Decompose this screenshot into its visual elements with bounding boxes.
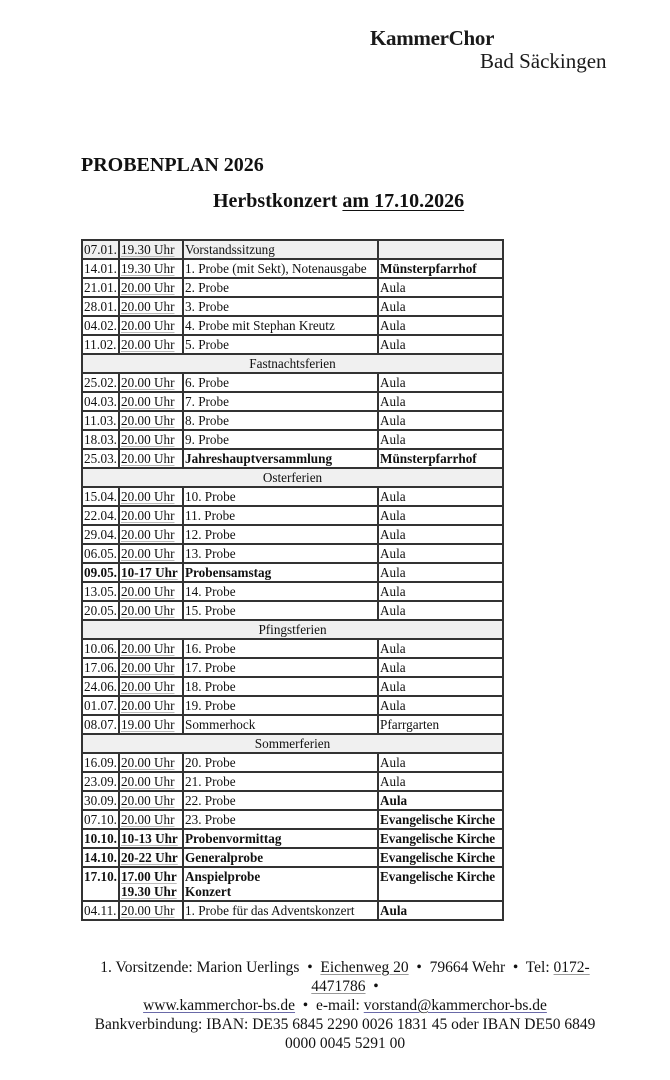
date-cell: 20.05. bbox=[82, 601, 119, 620]
event-cell bbox=[183, 753, 378, 772]
event-cell bbox=[183, 544, 378, 563]
schedule-row bbox=[82, 901, 503, 920]
footer-tel-label: Tel: bbox=[525, 959, 550, 976]
date-cell: 09.05. bbox=[82, 563, 119, 582]
schedule-row bbox=[82, 677, 503, 696]
date-cell: 14.10. bbox=[82, 848, 119, 867]
time-value: 20.00 Uhr bbox=[121, 660, 175, 675]
schedule-row bbox=[82, 544, 503, 563]
schedule-row bbox=[82, 810, 503, 829]
time-cell bbox=[119, 487, 183, 506]
time-value: 17.00 Uhr bbox=[121, 869, 177, 884]
event-cell bbox=[183, 901, 378, 920]
date-cell: 14.01. bbox=[82, 259, 119, 278]
schedule-row bbox=[82, 867, 503, 901]
time-cell bbox=[119, 449, 183, 468]
rehearsal-schedule-table bbox=[81, 239, 504, 921]
event-cell bbox=[183, 430, 378, 449]
date-cell: 01.07. bbox=[82, 696, 119, 715]
place-cell: Aula bbox=[378, 373, 503, 392]
event-cell bbox=[183, 392, 378, 411]
footer-street[interactable]: Eichenweg 20 bbox=[320, 959, 409, 976]
event-cell bbox=[183, 563, 378, 582]
place-cell: Aula bbox=[378, 525, 503, 544]
footer-chair: 1. Vorsitzende: Marion Uerlings bbox=[100, 959, 300, 976]
place-cell: Aula bbox=[378, 392, 503, 411]
bullet-separator: • bbox=[373, 978, 379, 995]
time-cell bbox=[119, 715, 183, 734]
time-value: 20.00 Uhr bbox=[121, 299, 175, 314]
place-cell: Aula bbox=[378, 316, 503, 335]
place-cell: Aula bbox=[378, 487, 503, 506]
time-value: 20.00 Uhr bbox=[121, 394, 175, 409]
schedule-row bbox=[82, 601, 503, 620]
holiday-label: Pfingstferien bbox=[82, 620, 503, 639]
date-cell: 04.03. bbox=[82, 392, 119, 411]
time-cell bbox=[119, 373, 183, 392]
time-cell bbox=[119, 829, 183, 848]
schedule-row bbox=[82, 506, 503, 525]
event-cell bbox=[183, 449, 378, 468]
concert-subtitle bbox=[213, 190, 464, 213]
schedule-row bbox=[82, 791, 503, 810]
event-text: 8. Probe bbox=[185, 413, 229, 428]
event-text: Probenvormittag bbox=[185, 831, 282, 846]
event-text: 1. Probe (mit Sekt), Notenausgabe bbox=[185, 261, 367, 276]
event-text: 9. Probe bbox=[185, 432, 229, 447]
time-cell bbox=[119, 297, 183, 316]
schedule-row bbox=[82, 411, 503, 430]
time-cell bbox=[119, 240, 183, 259]
schedule-row bbox=[82, 278, 503, 297]
time-value: 20-22 Uhr bbox=[121, 850, 178, 865]
event-cell bbox=[183, 240, 378, 259]
time-cell bbox=[119, 411, 183, 430]
time-value: 20.00 Uhr bbox=[121, 432, 175, 447]
event-text: 3. Probe bbox=[185, 299, 229, 314]
date-cell: 17.10. bbox=[82, 867, 119, 901]
schedule-row bbox=[82, 829, 503, 848]
schedule-row bbox=[82, 259, 503, 278]
footer-city: 79664 Wehr bbox=[429, 959, 506, 976]
holiday-separator-row bbox=[82, 620, 503, 639]
time-cell bbox=[119, 639, 183, 658]
event-text: 19. Probe bbox=[185, 698, 236, 713]
place-cell: Aula bbox=[378, 297, 503, 316]
footer-tel-2[interactable]: 4471786 bbox=[311, 978, 366, 995]
event-text: 18. Probe bbox=[185, 679, 236, 694]
event-cell bbox=[183, 506, 378, 525]
holiday-separator-row bbox=[82, 354, 503, 373]
event-cell bbox=[183, 278, 378, 297]
time-cell bbox=[119, 563, 183, 582]
date-cell: 29.04. bbox=[82, 525, 119, 544]
footer-tel-1[interactable]: 0172- bbox=[553, 959, 590, 976]
event-cell bbox=[183, 848, 378, 867]
schedule-row bbox=[82, 392, 503, 411]
event-cell bbox=[183, 373, 378, 392]
website-link[interactable]: www.kammerchor-bs.de bbox=[143, 997, 296, 1014]
time-value: 19.00 Uhr bbox=[121, 717, 175, 732]
schedule-row bbox=[82, 582, 503, 601]
time-value: 20.00 Uhr bbox=[121, 774, 175, 789]
time-value: 20.00 Uhr bbox=[121, 546, 175, 561]
subtitle-date: am 17.10.2026 bbox=[342, 190, 465, 212]
place-cell: Evangelische Kirche bbox=[378, 848, 503, 867]
time-value: 20.00 Uhr bbox=[121, 584, 175, 599]
date-cell: 10.10. bbox=[82, 829, 119, 848]
place-cell: Aula bbox=[378, 753, 503, 772]
time-cell bbox=[119, 901, 183, 920]
place-cell: Aula bbox=[378, 411, 503, 430]
event-text: 23. Probe bbox=[185, 812, 236, 827]
bullet-separator: • bbox=[512, 959, 519, 976]
place-cell: Aula bbox=[378, 544, 503, 563]
event-text: Vorstandssitzung bbox=[185, 242, 275, 257]
event-cell bbox=[183, 487, 378, 506]
date-cell: 23.09. bbox=[82, 772, 119, 791]
event-text: 10. Probe bbox=[185, 489, 236, 504]
date-cell: 11.03. bbox=[82, 411, 119, 430]
bullet-separator: • bbox=[302, 997, 309, 1014]
event-text: 16. Probe bbox=[185, 641, 236, 656]
place-cell: Aula bbox=[378, 696, 503, 715]
time-value: 20.00 Uhr bbox=[121, 337, 175, 352]
time-cell bbox=[119, 696, 183, 715]
time-value: 20.00 Uhr bbox=[121, 698, 175, 713]
event-text: 7. Probe bbox=[185, 394, 229, 409]
time-value: 20.00 Uhr bbox=[121, 755, 175, 770]
place-cell: Aula bbox=[378, 563, 503, 582]
time-value: 20.00 Uhr bbox=[121, 451, 175, 466]
time-value: 20.00 Uhr bbox=[121, 812, 175, 827]
time-cell bbox=[119, 867, 183, 901]
time-cell bbox=[119, 316, 183, 335]
logo-line-2: Bad Säckingen bbox=[480, 49, 607, 73]
event-text: 4. Probe mit Stephan Kreutz bbox=[185, 318, 335, 333]
email-link[interactable]: vorstand@kammerchor-bs.de bbox=[363, 997, 547, 1014]
place-cell: Pfarrgarten bbox=[378, 715, 503, 734]
event-text: 17. Probe bbox=[185, 660, 236, 675]
schedule-row bbox=[82, 753, 503, 772]
event-cell bbox=[183, 658, 378, 677]
time-cell bbox=[119, 392, 183, 411]
place-cell: Evangelische Kirche bbox=[378, 867, 503, 901]
event-text: 14. Probe bbox=[185, 584, 236, 599]
event-text-2: Konzert bbox=[185, 884, 232, 899]
date-cell: 17.06. bbox=[82, 658, 119, 677]
time-cell bbox=[119, 335, 183, 354]
date-cell: 30.09. bbox=[82, 791, 119, 810]
time-cell bbox=[119, 601, 183, 620]
date-cell: 18.03. bbox=[82, 430, 119, 449]
time-value: 10-17 Uhr bbox=[121, 565, 178, 580]
event-text: Probensamstag bbox=[185, 565, 272, 580]
time-cell bbox=[119, 544, 183, 563]
time-value: 19.30 Uhr bbox=[121, 242, 175, 257]
schedule-row bbox=[82, 487, 503, 506]
event-cell bbox=[183, 335, 378, 354]
event-cell bbox=[183, 316, 378, 335]
time-value: 20.00 Uhr bbox=[121, 679, 175, 694]
place-cell: Evangelische Kirche bbox=[378, 829, 503, 848]
schedule-row bbox=[82, 373, 503, 392]
schedule-row bbox=[82, 772, 503, 791]
event-text: Generalprobe bbox=[185, 850, 264, 865]
date-cell: 07.01. bbox=[82, 240, 119, 259]
schedule-row bbox=[82, 316, 503, 335]
date-cell: 08.07. bbox=[82, 715, 119, 734]
event-cell bbox=[183, 411, 378, 430]
time-value: 20.00 Uhr bbox=[121, 793, 175, 808]
schedule-row bbox=[82, 658, 503, 677]
event-text: Sommerhock bbox=[185, 717, 256, 732]
event-cell bbox=[183, 601, 378, 620]
time-value: 10-13 Uhr bbox=[121, 831, 178, 846]
time-value: 20.00 Uhr bbox=[121, 375, 175, 390]
date-cell: 25.03. bbox=[82, 449, 119, 468]
place-cell: Aula bbox=[378, 601, 503, 620]
date-cell: 06.05. bbox=[82, 544, 119, 563]
place-cell: Münsterpfarrhof bbox=[378, 449, 503, 468]
place-cell: Aula bbox=[378, 582, 503, 601]
time-cell bbox=[119, 430, 183, 449]
date-cell: 15.04. bbox=[82, 487, 119, 506]
time-value: 20.00 Uhr bbox=[121, 903, 175, 918]
footer-email-label: e-mail: bbox=[315, 997, 360, 1014]
time-cell bbox=[119, 525, 183, 544]
event-cell bbox=[183, 525, 378, 544]
date-cell: 07.10. bbox=[82, 810, 119, 829]
place-cell: Aula bbox=[378, 791, 503, 810]
time-cell bbox=[119, 259, 183, 278]
time-cell bbox=[119, 791, 183, 810]
time-cell bbox=[119, 278, 183, 297]
date-cell: 10.06. bbox=[82, 639, 119, 658]
place-cell: Evangelische Kirche bbox=[378, 810, 503, 829]
time-cell bbox=[119, 582, 183, 601]
event-text: 1. Probe für das Adventskonzert bbox=[185, 903, 355, 918]
event-cell bbox=[183, 715, 378, 734]
time-cell bbox=[119, 772, 183, 791]
place-cell: Münsterpfarrhof bbox=[378, 259, 503, 278]
place-cell: Aula bbox=[378, 278, 503, 297]
event-text: 5. Probe bbox=[185, 337, 229, 352]
footer-bank: Bankverbindung: IBAN: DE35 6845 2290 0026 1831 45 oder IBAN DE50 6849 0000 0045 5291 00 bbox=[94, 1016, 596, 1052]
date-cell: 22.04. bbox=[82, 506, 119, 525]
schedule-row bbox=[82, 240, 503, 259]
event-text: 6. Probe bbox=[185, 375, 229, 390]
event-cell bbox=[183, 772, 378, 791]
schedule-row bbox=[82, 335, 503, 354]
time-value-2: 19.30 Uhr bbox=[121, 884, 177, 899]
event-cell bbox=[183, 297, 378, 316]
schedule-row bbox=[82, 449, 503, 468]
time-cell bbox=[119, 658, 183, 677]
event-text: 20. Probe bbox=[185, 755, 236, 770]
time-value: 20.00 Uhr bbox=[121, 413, 175, 428]
choir-logo bbox=[370, 26, 620, 76]
place-cell: Aula bbox=[378, 639, 503, 658]
date-cell: 11.02. bbox=[82, 335, 119, 354]
schedule-row bbox=[82, 696, 503, 715]
date-cell: 24.06. bbox=[82, 677, 119, 696]
event-cell bbox=[183, 582, 378, 601]
date-cell: 25.02. bbox=[82, 373, 119, 392]
place-cell: Aula bbox=[378, 772, 503, 791]
holiday-separator-row bbox=[82, 734, 503, 753]
time-cell bbox=[119, 848, 183, 867]
time-value: 20.00 Uhr bbox=[121, 527, 175, 542]
time-value: 20.00 Uhr bbox=[121, 508, 175, 523]
time-value: 20.00 Uhr bbox=[121, 603, 175, 618]
date-cell: 13.05. bbox=[82, 582, 119, 601]
schedule-row bbox=[82, 525, 503, 544]
place-cell: Aula bbox=[378, 677, 503, 696]
event-text: Anspielprobe bbox=[185, 869, 261, 884]
date-cell: 04.02. bbox=[82, 316, 119, 335]
bullet-separator: • bbox=[416, 959, 422, 976]
bullet-separator: • bbox=[307, 959, 313, 976]
time-cell bbox=[119, 753, 183, 772]
subtitle-prefix: Herbstkonzert bbox=[213, 190, 343, 212]
place-cell: Aula bbox=[378, 658, 503, 677]
event-cell bbox=[183, 791, 378, 810]
date-cell: 28.01. bbox=[82, 297, 119, 316]
event-cell bbox=[183, 696, 378, 715]
place-cell: Aula bbox=[378, 506, 503, 525]
event-text: 22. Probe bbox=[185, 793, 236, 808]
holiday-label: Fastnachtsferien bbox=[82, 354, 503, 373]
place-cell: Aula bbox=[378, 901, 503, 920]
event-cell bbox=[183, 677, 378, 696]
event-text: 15. Probe bbox=[185, 603, 236, 618]
holiday-label: Osterferien bbox=[82, 468, 503, 487]
place-cell bbox=[378, 240, 503, 259]
time-value: 20.00 Uhr bbox=[121, 641, 175, 656]
schedule-row bbox=[82, 297, 503, 316]
footer bbox=[80, 958, 610, 1053]
time-value: 20.00 Uhr bbox=[121, 318, 175, 333]
event-text: 11. Probe bbox=[185, 508, 236, 523]
event-text: 12. Probe bbox=[185, 527, 236, 542]
schedule-row bbox=[82, 848, 503, 867]
time-cell bbox=[119, 810, 183, 829]
holiday-label: Sommerferien bbox=[82, 734, 503, 753]
time-cell bbox=[119, 677, 183, 696]
schedule-row bbox=[82, 715, 503, 734]
event-cell bbox=[183, 810, 378, 829]
schedule-row bbox=[82, 639, 503, 658]
event-cell bbox=[183, 867, 378, 901]
schedule-row bbox=[82, 430, 503, 449]
logo-line-1: KammerChor bbox=[370, 26, 495, 50]
event-cell bbox=[183, 639, 378, 658]
event-text: 2. Probe bbox=[185, 280, 229, 295]
time-cell bbox=[119, 506, 183, 525]
place-cell: Aula bbox=[378, 335, 503, 354]
event-text: 13. Probe bbox=[185, 546, 236, 561]
schedule-row bbox=[82, 563, 503, 582]
date-cell: 04.11. bbox=[82, 901, 119, 920]
event-text: 21. Probe bbox=[185, 774, 236, 789]
time-value: 20.00 Uhr bbox=[121, 489, 175, 504]
event-cell bbox=[183, 259, 378, 278]
time-value: 20.00 Uhr bbox=[121, 280, 175, 295]
event-text: Jahreshauptversammlung bbox=[185, 451, 333, 466]
page-title: PROBENPLAN 2026 bbox=[81, 154, 264, 176]
place-cell: Aula bbox=[378, 430, 503, 449]
time-value: 19.30 Uhr bbox=[121, 261, 175, 276]
event-cell bbox=[183, 829, 378, 848]
date-cell: 21.01. bbox=[82, 278, 119, 297]
date-cell: 16.09. bbox=[82, 753, 119, 772]
holiday-separator-row bbox=[82, 468, 503, 487]
